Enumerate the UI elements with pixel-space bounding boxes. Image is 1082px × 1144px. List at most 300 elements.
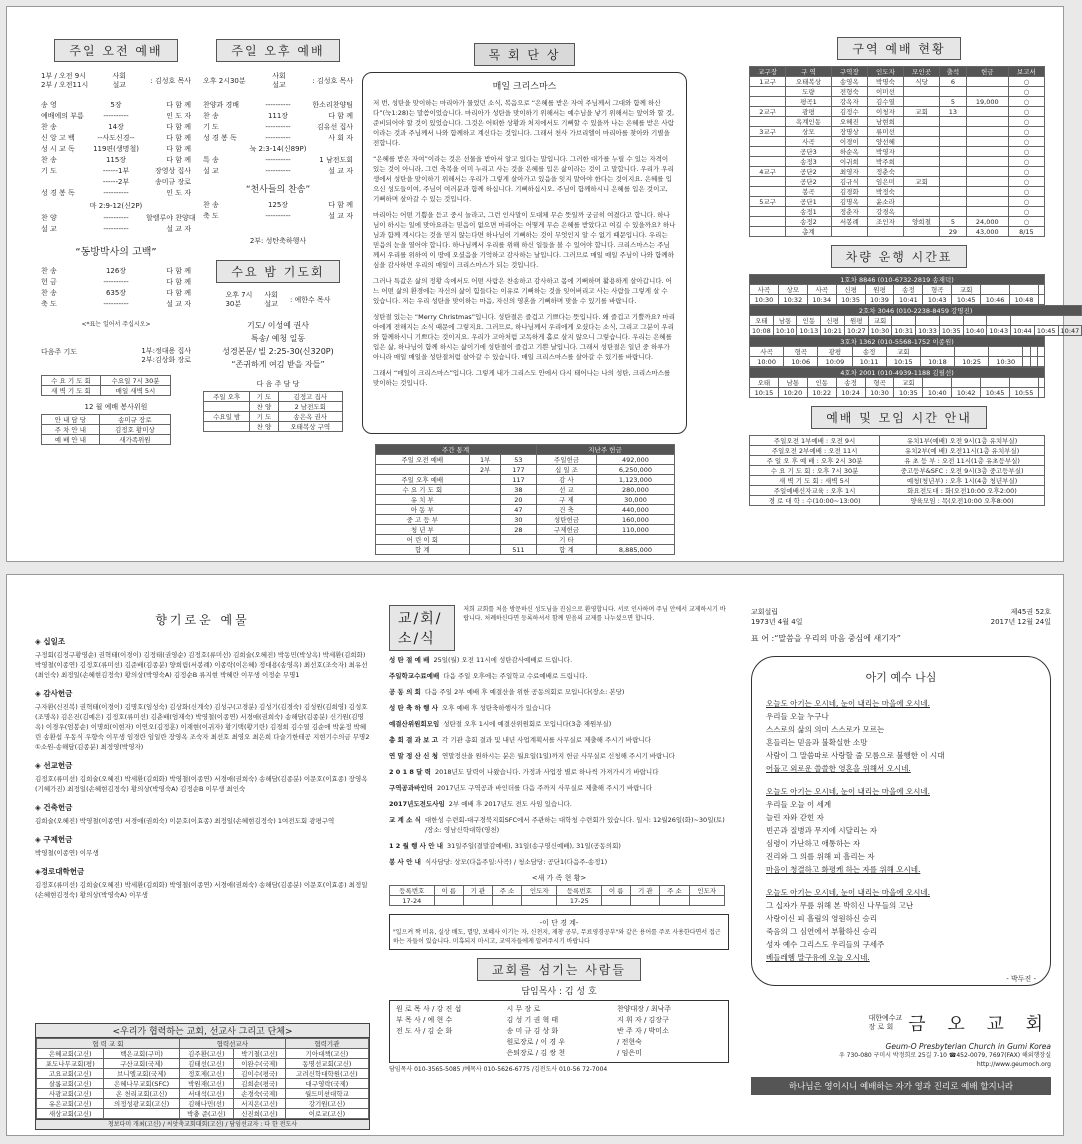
news-item-text: 대한성 수련회-대구경북지회SFC에서 주관하는 대학청 수련회가 있습니다. 일시: 12월26일(화)~30일(토) /장소: 영남신학대학(영천) (424, 816, 725, 834)
poem-line: 오늘도 아기는 오시네, 눈이 내리는 마을에 오시네. (766, 699, 930, 708)
minister-cell: 송 미 규 김 상 화 (506, 1027, 559, 1035)
car-time: 10:13 (797, 326, 821, 336)
visitors-cell (602, 896, 631, 906)
table-row (375, 455, 674, 465)
order-cell: 성 시 교 독 (41, 145, 75, 153)
order-row (203, 211, 353, 222)
poem-line: 우리들 오늘 이 세계 (766, 800, 832, 809)
table-cell: 서지은(고신) (234, 1099, 286, 1109)
order-cell: 찬 송 (41, 156, 57, 164)
table-row (375, 475, 674, 485)
table-cell (470, 535, 501, 545)
minister-cell (396, 1048, 501, 1059)
car-stop: 사곡 (807, 285, 836, 295)
table-cell (867, 227, 903, 237)
visitors-cell (522, 896, 557, 906)
table-cell: 유 초 등 부 : 오전 11시(1층 유초등부실) (880, 456, 1045, 466)
table-cell: 은혜나무교회(SFC) (104, 1079, 179, 1089)
table-cell: 찬 양 (250, 422, 278, 432)
fragrant-section-text: 박영철(이종연) 이무생 (35, 849, 99, 857)
poem-line: 빈곤과 질병과 무지에 시달리는 자 (766, 826, 877, 835)
car-time: 10:45 (981, 388, 1010, 398)
car-time: 10:55 (1010, 388, 1039, 398)
order-cell: 송 영 (41, 101, 57, 109)
table-cell: 수요일 7시 30분 (101, 376, 171, 386)
table-cell (750, 187, 786, 197)
afternoon-time: 오후 2시30분 (203, 77, 246, 85)
partner-row (37, 1049, 369, 1059)
fragrant-title: 향기로운 예물 (155, 613, 250, 627)
table-cell: 손경숙(국제) (234, 1089, 286, 1099)
fragrant-section-head: ◈ 건축헌금 (35, 803, 73, 812)
partners-head-cell: 협 력 교 회 (37, 1039, 180, 1049)
car-stop (1010, 378, 1039, 388)
table-cell (940, 117, 967, 127)
fragrant-section-head: ◈ 선교헌금 (35, 761, 73, 770)
car-stop: 오태 (750, 316, 774, 326)
table-cell: 정호제(고신) (179, 1069, 233, 1079)
table-cell (904, 127, 940, 137)
poem-line: 그 십자가 무릎 위해 본 박히신 나무들의 고난 (766, 901, 914, 910)
morning-preacher: : 김성호 목사 (150, 77, 191, 85)
car-time (1023, 357, 1030, 367)
car-time: 10:30 (868, 326, 892, 336)
table-cell (904, 187, 940, 197)
visitors-cell (492, 896, 521, 906)
table-cell: 김명옥 (831, 197, 867, 207)
car-stop: 교회 (952, 285, 981, 295)
table-cell: 송정1 (786, 207, 832, 217)
wednesday-preacher: : 예한수 목사 (289, 296, 331, 304)
table-cell: ○ (1008, 77, 1044, 87)
order-row (41, 288, 191, 299)
table-cell (904, 97, 940, 107)
order-cell: 635장 (105, 289, 127, 297)
table-cell: 수 요 기 도 회 (42, 376, 101, 386)
wednesday-time: 오후 7시 30분 (225, 291, 253, 308)
news-intro: 저희 교회를 처음 방문하신 성도님을 진심으로 환영합니다. 서로 인사하며 주님 안에서 교제하시기 바랍니다. 처례하신다면 등록하셔서 함께 믿음의 교제를 나누셨으면 합니다. (463, 606, 726, 622)
order-cell: 송미규 장로 (154, 178, 191, 186)
table-cell: 찬 양 (250, 402, 278, 412)
table-cell: 구산교회(국제) (104, 1059, 179, 1069)
table-row (375, 535, 674, 545)
table-cell: 주일 오후 예배 (375, 475, 470, 485)
table-cell: ○ (1008, 117, 1044, 127)
table-cell (750, 117, 786, 127)
schedule-row (750, 486, 1045, 496)
table-cell: 기 도 (250, 412, 278, 422)
table-cell: 어 린 이 회 (375, 535, 470, 545)
car-time: 10:46 (981, 295, 1010, 305)
car-stop: 교회 (886, 347, 920, 357)
table-row (204, 392, 343, 402)
pastor-paragraph: 저 번, 성탄을 맞이하는 마리아가 물었던 소식, 복음으로 “은혜를 받은 자여 주님께서 그대와 함께 하신다”(눅1:28)는 말씀이었습니다. 마리아가 성탄을 맞이하기 위해서는 예수님을 낳기 위해서는 앞이와 할 것, 준비되어야 할 것이 있었습니다. 그것은 어떠한 상황과 처지에서도 기뻐할 수 있을까 나는 은혜를 받은 사람이라는 것과 주님께서 나와 함께하고 계신다는 것입니다. 그래서 천사 가브리엘이 마리아를 찾아와 기별을 전합니다. (373, 99, 675, 147)
news-item (389, 841, 729, 851)
district-row (750, 217, 1045, 227)
next-pray-label: 다음주 기도 (41, 348, 78, 356)
car-route-name: 4호차 2001 (010-4939-1188 김필선) (750, 368, 1045, 378)
order-cell: 눅 2:3-14(신89P) (249, 145, 307, 153)
car-stop: 송정 (836, 378, 865, 388)
order-cell: 115장 (105, 156, 127, 164)
table-cell: 공단1 (786, 197, 832, 207)
table-cell: 새 벽 기 도 회 : 새벽 5시 (750, 476, 880, 486)
table-cell (750, 97, 786, 107)
morning-order-list-3 (41, 266, 191, 310)
minister-cell: 은퇴장로 / 김 쌍 천 (506, 1049, 566, 1057)
table-cell: 합 계 (536, 545, 597, 555)
car-time: 10:32 (778, 295, 807, 305)
order-row (203, 155, 353, 166)
table-cell: ○ (1008, 207, 1044, 217)
order-row (41, 155, 191, 166)
table-cell: 이청자 (867, 107, 903, 117)
table-cell (966, 147, 1008, 157)
servants-table (41, 414, 171, 445)
table-cell: ○ (1008, 217, 1044, 227)
pastor-paragraph: 성탄절 있는는 “Merry Christmas”입니다. 성탄절은 즐겁고 기쁘다는 뜻입니다. 왜 즐겁고 기쁠까요? 마리아에게 전해지는 소식 때문에 그렇지요. 그러므로, 하나님께서 우리에게 오셨다는 소식, 그리고 그분이 우리와 함께하시니 기쁘다는 것이지요. 우리가 고아처럼 고독하게 홀로 살지 않으니 그렇습니다. 우리는 은혜를 입은 삶, 하나님이 함께 하시는 삶이기에 성탄절이 즐겁고 기쁜 날입니다. 그래서 성탄절은 일년 중 하루가 아니라 매일 매일을 성탄절처럼 살아갈 수 있습니다. 매일 크리스마스를 살아갈 수 있기를 바랍니다. (373, 313, 675, 361)
pastor-paragraph: 그래서 “매일이 크리스마스”입니다. 그렇게 내가 그리스도 안에서 다시 태어나는 나의 성탄, 크리스마스를 맞이하는 것입니다. (373, 369, 671, 387)
fragrant-section-head: ◈ 십일조 (35, 637, 66, 646)
table-row (375, 505, 674, 515)
table-row (204, 422, 343, 432)
morning-order-list (41, 100, 191, 199)
news-item (389, 815, 729, 835)
table-cell: 김이수(평국) (234, 1069, 286, 1079)
order-cell: 인 도 자 (166, 189, 191, 197)
news-item-text: 오후 예배 후 성탄축하행사가 있습니다 (442, 704, 551, 712)
car-time: 10:06 (784, 357, 818, 367)
district-row (750, 147, 1045, 157)
table-cell (966, 207, 1008, 217)
table-cell: 은혜교회(고신) (37, 1049, 104, 1059)
news-item-text: 각 기관 총회 결과 및 내년 사업계획서를 사무실로 제출해 주시기 바랍니다 (442, 736, 652, 744)
news-item-label: 주일학교수료예배 (389, 672, 440, 680)
order-cell: 119편(생명철) (93, 145, 139, 153)
table-cell: 송정3 (786, 157, 832, 167)
fragrant-offering-column (35, 611, 370, 1128)
car-time: 10:10 (773, 326, 797, 336)
minister-cell: 원로장로 / 이 경 우 (506, 1038, 566, 1046)
table-cell: 도량 (786, 87, 832, 97)
table-cell: 평곡1 (786, 97, 832, 107)
order-cell: ---------- (265, 101, 291, 109)
order-cell: 다 함 께 (166, 289, 191, 297)
ministers-list (389, 1000, 729, 1063)
table-cell (104, 1109, 179, 1119)
table-cell: 교회 (904, 177, 940, 187)
table-cell: 구 제 (536, 495, 597, 505)
table-cell: ○ (1008, 147, 1044, 157)
order-cell: 126장 (105, 267, 127, 275)
order-cell: ---------- (265, 156, 291, 164)
car-route-head (750, 337, 1045, 347)
car-stop (1030, 347, 1037, 357)
table-cell: 윤소라 (867, 197, 903, 207)
news-item-text: 다음 주일 오후에는 주일학교 수료예배로 드립니다. (443, 672, 588, 680)
table-cell (904, 137, 940, 147)
order-row (41, 100, 191, 111)
table-cell: ○ (1008, 197, 1044, 207)
table-row (42, 435, 171, 445)
order-cell: 다 함 께 (166, 145, 191, 153)
minister-row (396, 1015, 722, 1026)
table-cell (750, 157, 786, 167)
table-cell (204, 422, 250, 432)
table-cell: 유치2부(예 배) 오전11시(1층 유치부실) (880, 446, 1045, 456)
order-cell: 설 교 자 (166, 300, 191, 308)
table-cell: 백은교회(구미) (104, 1049, 179, 1059)
table-cell: 서봉례 (831, 217, 867, 227)
fragrant-section-head: ◈ 감사헌금 (35, 689, 73, 698)
table-cell: 김규식 (831, 177, 867, 187)
visitors-cell: 17-24 (390, 896, 435, 906)
news-item-label: 1 2 월 행 사 안 내 (389, 842, 444, 850)
table-cell (966, 127, 1008, 137)
poem-line: 마음이 청결하고 화평케 하는 자를 위해 오시네. (766, 865, 921, 874)
table-cell: 강경옥 (867, 207, 903, 217)
visitors-head-cell: 기 관 (631, 886, 660, 896)
car-stop: 상모 (778, 285, 807, 295)
car-time-row (750, 357, 1045, 367)
order-row (203, 122, 353, 133)
table-cell (831, 227, 867, 237)
car-stop (1038, 378, 1044, 388)
table-cell (966, 157, 1008, 167)
table-cell: 공단3 (786, 147, 832, 157)
visitors-head-cell: 기 관 (463, 886, 492, 896)
district-head-cell: 보고서 (1008, 67, 1044, 77)
issue-info: 제45권 52호 2017년 12월 24일 (990, 608, 1051, 626)
bulletin-outside-sheet (6, 574, 1064, 1136)
table-cell: 30,000 (597, 495, 674, 505)
car-stop: 인동 (807, 378, 836, 388)
district-row (750, 77, 1045, 87)
poem-body (766, 697, 1036, 964)
order-cell: 축 도 (41, 300, 57, 308)
table-cell: 박주희 (867, 157, 903, 167)
car-time: 10:48 (1010, 295, 1039, 305)
table-cell: 전형숙 (831, 87, 867, 97)
afternoon-order-list-2 (203, 200, 353, 222)
district-head-cell: 구 역 (786, 67, 832, 77)
table-cell: 이로교(고신) (285, 1109, 368, 1119)
table-cell: 조인자 (867, 217, 903, 227)
table-cell: 160,000 (597, 515, 674, 525)
order-cell: 다 함 께 (166, 267, 191, 275)
table-cell (470, 545, 501, 555)
car-time: 10:41 (894, 295, 923, 305)
car-time: 10:40 (923, 388, 952, 398)
poem-line: 사람이 그 말씀따로 사랑할 줄 모름으로 불행한 이 시대 (766, 751, 945, 760)
table-cell: 강옥자 (831, 97, 867, 107)
partner-row (37, 1069, 369, 1079)
order-row (203, 111, 353, 122)
table-cell: ○ (1008, 177, 1044, 187)
order-cell: 한소리찬양팀 (312, 101, 353, 109)
order-cell: ---------- (265, 212, 291, 220)
order-cell: 성 경 봉 독 (203, 134, 237, 142)
district-row (750, 197, 1045, 207)
order-row (41, 277, 191, 288)
car-time: 10:25 (955, 357, 989, 367)
afternoon-order-list (203, 100, 353, 177)
news-item (389, 751, 729, 761)
partner-row (37, 1089, 369, 1099)
table-row (204, 402, 343, 412)
minister-cell: 반 주 자 / 박미소 (617, 1027, 669, 1035)
order-cell: 장영상 집사 (154, 167, 191, 175)
table-row (42, 386, 171, 396)
denomination: 대한예수교 장 로 회 (868, 1014, 903, 1031)
table-cell: 송정2 (786, 217, 832, 227)
visitors-head-row (390, 886, 725, 896)
table-cell: 봉곡 (786, 187, 832, 197)
table-cell (966, 107, 1008, 117)
partners-head-cell: 협력기관 (285, 1039, 368, 1049)
car-route-head (750, 306, 1082, 316)
table-cell: 정춘숙 (867, 167, 903, 177)
pastor-paragraph: 그러나 특값은 삶의 정황 속에서도 어떤 사람은 찬송하고 감사하고 몸에 기뻐하며 활용하게 살아갑니다. 어느 어떤 삶의 환경에는 자신의 삶이 힘들다는 이유로 기뻐하는 것을 잊어버리고 사는 사람들 그렇게 살 수 있습니다. 저는 우리 성탄을 맞이하는 마음, 자신의 영혼을 기뻐하며 맞을 수 있기를 바랍니다. (373, 277, 672, 305)
morning-order-list-2 (41, 213, 196, 235)
table-cell: 신진희(고신) (234, 1109, 286, 1119)
table-cell: 주일 오전 예배 (375, 455, 470, 465)
table-cell (966, 77, 1008, 87)
table-cell: 이완수(국제) (234, 1059, 286, 1069)
table-cell (904, 87, 940, 97)
table-cell: 양선혜 (867, 137, 903, 147)
visitors-row (390, 896, 725, 906)
table-cell: 수 요 기 도 회 (375, 485, 470, 495)
fragrant-sections (35, 636, 370, 900)
servants-title: 12 월 예배 봉사위원 (84, 403, 148, 411)
fragrant-section-head: ◈ 구제헌금 (35, 835, 73, 844)
order-cell: 찬 송 (203, 201, 219, 209)
table-cell: 이귀희 (831, 157, 867, 167)
partners-table (36, 1038, 369, 1119)
car-stop-row (750, 285, 1045, 295)
schedule-row (750, 446, 1045, 456)
table-cell: 살롬교회(고신) (37, 1079, 104, 1089)
table-cell (940, 137, 967, 147)
table-cell: ○ (1008, 97, 1044, 107)
table-cell (904, 147, 940, 157)
car-time: 10:35 (836, 295, 865, 305)
car-stop: 남통 (778, 378, 807, 388)
table-cell: ○ (1008, 187, 1044, 197)
order-row (203, 133, 353, 144)
car-stop (939, 316, 963, 326)
order-cell: 찬 송 (41, 267, 57, 275)
car-time: 10:40 (963, 326, 987, 336)
car-time: 10:34 (807, 295, 836, 305)
car-stop-row (750, 316, 1082, 326)
table-cell: 김경화 (831, 187, 867, 197)
table-cell (940, 197, 967, 207)
poem-line: 죽음의 그 심연에서 부활하신 승리 (766, 927, 877, 936)
afternoon-preacher-label: 사회 설교 (272, 72, 286, 89)
car-stop: 송정 (894, 285, 923, 295)
car-time: 10:42 (952, 388, 981, 398)
table-cell: 주일헌금 (536, 455, 597, 465)
order-row (41, 266, 191, 277)
district-row (750, 117, 1045, 127)
table-cell (966, 187, 1008, 197)
motto: 표 어 :“말씀을 우리의 마음 중심에 새기자” (751, 634, 901, 643)
car-time: 10:47 (1058, 326, 1082, 336)
table-cell: 하순옥 (831, 147, 867, 157)
minister-cell: / 전현숙 (617, 1038, 642, 1046)
order-cell: ---------- (103, 278, 129, 286)
order-row (41, 144, 191, 155)
table-cell: 2 남전도회 (278, 402, 342, 412)
order-cell: 김유선 집사 (316, 123, 353, 131)
table-cell: 110,000 (597, 525, 674, 535)
table-cell: 기아대책(고신) (285, 1049, 368, 1059)
ministers-title: 교회를 섬기는 사람들 (477, 958, 641, 981)
table-cell: 서대석(고신) (179, 1089, 233, 1099)
visitors-cell (631, 896, 660, 906)
partners-head-row (37, 1039, 369, 1049)
table-cell (966, 197, 1008, 207)
poem-line: 어둡고 외로운 쓸쓸한 영혼을 위해서 오시네. (766, 764, 911, 773)
poem-title: 아기 예수 나심 (865, 671, 937, 684)
order-cell: 기 도 (41, 167, 57, 175)
car-stop: 원평 (865, 285, 894, 295)
car-time: 10:30 (989, 357, 1023, 367)
district-row (750, 127, 1045, 137)
poem-box (751, 656, 1051, 986)
table-cell (966, 117, 1008, 127)
district-head-cell: 헌금 (966, 67, 1008, 77)
partners-box (35, 1023, 370, 1130)
table-cell: 20 (501, 495, 536, 505)
table-cell: 13 (940, 107, 967, 117)
car-route-name: 3호차 1362 (010-5568-1752 이종원) (750, 337, 1045, 347)
footer-verse: 하나님은 영이시니 예배하는 자가 영과 진리로 예배 할지니라 (751, 1077, 1051, 1095)
table-cell (940, 127, 967, 137)
fragrant-section-text: 김희술(오혜진) 박영철(이종연) 서경애(권희숙) 이문호(이효종) 최정일(손혜현김정숙) 1여전도회 광평구역 (35, 817, 335, 825)
table-row (375, 465, 674, 475)
order-cell: 찬 송 (203, 112, 219, 120)
visitors-cell (463, 896, 492, 906)
table-cell: 월드미션대학교 (285, 1089, 368, 1099)
table-cell: 새상교회(고신) (37, 1109, 104, 1119)
table-cell: 합 계 (375, 545, 470, 555)
heresy-text: "일으켜 짝 비유, 실상 배도, 멸망, 보혜사 이기는 자, 신천지, 재창 공부, 무료영경공부"와 같은 용어를 주로 사용한다면서 접근하는 자들이 있습니다. 미혹되지 마시고, 교역자들에게 알려주시기 바랍니다 (393, 929, 721, 945)
phones: 담임목사 010-3565-5085 /예목사 010-5626-6775 /김전도사 010-56 72-7004 (389, 1066, 608, 1073)
minister-cell: 부 목 사 / 예 현 수 (396, 1016, 453, 1024)
district-row (750, 187, 1045, 197)
table-cell: 주 일 오 후 예 배 : 오후 2시 30분 (750, 456, 880, 466)
car-stop (1037, 347, 1044, 357)
car-stop: 사곡 (750, 285, 779, 295)
district-head-row (750, 67, 1045, 77)
district-row (750, 87, 1045, 97)
table-cell (904, 157, 940, 167)
car-stop: 사곡 (750, 347, 784, 357)
table-cell (966, 137, 1008, 147)
poem-line: 늘린 자와 갇힌 자 (766, 813, 824, 822)
car-time: 10:00 (750, 357, 784, 367)
order-cell: 성 경 봉 독 (41, 189, 75, 197)
poem-line: 스스로의 삶의 의미 스스로가 모르는 (766, 725, 885, 734)
visitors-cell: 17-25 (557, 896, 602, 906)
district-row (750, 227, 1045, 237)
car-stop: 신평 (836, 285, 865, 295)
car-stop: 교회 (868, 316, 892, 326)
car-time: 10:11 (852, 357, 886, 367)
